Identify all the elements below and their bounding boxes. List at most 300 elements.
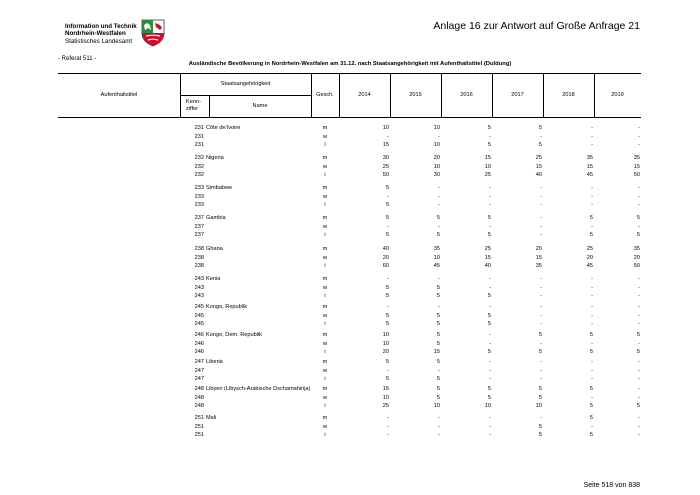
gender-cell: i bbox=[324, 321, 326, 328]
value-cell: 5 bbox=[589, 332, 593, 338]
kennziffer-cell: 232 bbox=[194, 163, 204, 170]
value-cell: 5 bbox=[436, 332, 440, 338]
value-cell: 5 bbox=[436, 232, 440, 239]
header-year: 2017 bbox=[511, 92, 524, 98]
value-cell: 5 bbox=[385, 232, 389, 239]
value-cell: - bbox=[638, 312, 640, 319]
value-cell: - bbox=[489, 284, 491, 291]
kennziffer-cell: 237 bbox=[194, 215, 204, 221]
value-cell: - bbox=[638, 223, 640, 230]
value-cell: 5 bbox=[385, 312, 389, 319]
value-cell: - bbox=[438, 202, 440, 209]
kennziffer-cell: 248 bbox=[194, 386, 204, 392]
value-cell: - bbox=[489, 376, 491, 383]
value-cell: - bbox=[489, 432, 491, 439]
value-cell: 10 bbox=[433, 163, 440, 170]
value-cell: - bbox=[540, 367, 542, 374]
value-cell: 5 bbox=[385, 215, 389, 221]
value-cell: 5 bbox=[436, 386, 440, 392]
org-region: Nordrhein-Westfalen bbox=[65, 30, 126, 38]
country-name-cell: Kongo, Republik bbox=[206, 304, 248, 310]
kennziffer-cell: 245 bbox=[194, 312, 204, 319]
country-name-cell: Kongo, Dem. Republik bbox=[206, 332, 262, 338]
value-cell: 5 bbox=[589, 232, 593, 239]
value-cell: - bbox=[489, 415, 491, 421]
value-cell: - bbox=[638, 284, 640, 291]
value-cell: 5 bbox=[538, 125, 542, 131]
header-kennziffer bbox=[186, 99, 201, 113]
gender-cell: i bbox=[324, 376, 326, 383]
value-cell: - bbox=[489, 304, 491, 310]
value-cell: 35 bbox=[633, 246, 640, 252]
value-cell: 45 bbox=[433, 263, 440, 270]
value-cell: - bbox=[591, 284, 593, 291]
value-cell: 5 bbox=[487, 386, 491, 392]
value-cell: 10 bbox=[433, 254, 440, 261]
value-cell: - bbox=[591, 340, 593, 347]
kennziffer-cell: 231 bbox=[194, 142, 204, 149]
value-cell: 5 bbox=[589, 349, 593, 356]
value-cell: 5 bbox=[385, 202, 389, 209]
value-cell: 5 bbox=[589, 215, 593, 221]
value-cell: 45 bbox=[586, 263, 593, 270]
value-cell: - bbox=[591, 293, 593, 300]
value-cell: - bbox=[489, 332, 491, 338]
header-year: 2014 bbox=[358, 92, 371, 98]
gender-cell: m bbox=[322, 185, 328, 191]
kennziffer-cell: 251 bbox=[194, 432, 204, 439]
value-cell: - bbox=[387, 304, 389, 310]
value-cell: 15 bbox=[535, 163, 542, 170]
value-cell: 5 bbox=[538, 332, 542, 338]
header-kennziffer-line2: ziffer bbox=[186, 106, 199, 112]
value-cell: - bbox=[387, 432, 389, 439]
value-cell: 40 bbox=[484, 263, 491, 270]
value-cell: - bbox=[438, 423, 440, 430]
value-cell: - bbox=[591, 423, 593, 430]
value-cell: - bbox=[387, 193, 389, 200]
value-cell: - bbox=[638, 359, 640, 365]
value-cell: - bbox=[638, 202, 640, 209]
country-name-cell: Mali bbox=[206, 415, 217, 421]
header-year: 2016 bbox=[460, 92, 473, 98]
gender-cell: m bbox=[322, 125, 328, 131]
value-cell: 50 bbox=[633, 263, 640, 270]
header-kennziffer-line1: Kenn- bbox=[186, 99, 201, 105]
value-cell: 35 bbox=[633, 155, 640, 161]
value-cell: - bbox=[638, 367, 640, 374]
value-cell: - bbox=[540, 293, 542, 300]
value-cell: - bbox=[591, 125, 593, 131]
value-cell: 5 bbox=[636, 215, 640, 221]
value-cell: - bbox=[591, 185, 593, 191]
gender-cell: m bbox=[322, 386, 328, 392]
value-cell: 25 bbox=[382, 163, 389, 170]
org-block bbox=[65, 23, 137, 45]
value-cell: 5 bbox=[385, 284, 389, 291]
gender-cell: w bbox=[322, 340, 328, 347]
value-cell: 5 bbox=[385, 376, 389, 383]
value-cell: - bbox=[438, 304, 440, 310]
value-cell: - bbox=[489, 276, 491, 282]
value-cell: - bbox=[540, 376, 542, 383]
value-cell: 5 bbox=[385, 185, 389, 191]
value-cell: - bbox=[540, 359, 542, 365]
value-cell: 5 bbox=[436, 215, 440, 221]
gender-cell: w bbox=[322, 163, 328, 170]
kennziffer-cell: 243 bbox=[194, 284, 204, 291]
kennziffer-cell: 248 bbox=[194, 403, 204, 410]
kennziffer-cell: 246 bbox=[194, 340, 204, 347]
kennziffer-cell: 237 bbox=[194, 223, 204, 230]
value-cell: 45 bbox=[586, 172, 593, 179]
gender-cell: i bbox=[324, 172, 326, 179]
value-cell: 50 bbox=[382, 172, 389, 179]
value-cell: 25 bbox=[586, 246, 593, 252]
value-cell: - bbox=[540, 415, 542, 421]
value-cell: 5 bbox=[636, 349, 640, 356]
value-cell: 5 bbox=[385, 359, 389, 365]
value-cell: 5 bbox=[436, 293, 440, 300]
value-cell: 5 bbox=[636, 332, 640, 338]
value-cell: - bbox=[540, 340, 542, 347]
gender-cell: i bbox=[324, 263, 326, 270]
value-cell: 20 bbox=[433, 155, 440, 161]
value-cell: 5 bbox=[636, 403, 640, 410]
value-cell: 20 bbox=[633, 254, 640, 261]
value-cell: 5 bbox=[538, 423, 542, 430]
value-cell: 40 bbox=[382, 246, 389, 252]
gender-cell: w bbox=[322, 284, 328, 291]
value-cell: - bbox=[438, 185, 440, 191]
value-cell: 20 bbox=[586, 254, 593, 261]
value-cell: - bbox=[591, 321, 593, 328]
value-cell: 15 bbox=[382, 386, 389, 392]
value-cell: 50 bbox=[633, 172, 640, 179]
value-cell: - bbox=[489, 133, 491, 140]
value-cell: - bbox=[638, 394, 640, 401]
value-cell: - bbox=[638, 133, 640, 140]
table-top-rule bbox=[58, 73, 641, 74]
kennziffer-cell: 237 bbox=[194, 232, 204, 239]
value-cell: - bbox=[591, 376, 593, 383]
value-cell: 30 bbox=[433, 172, 440, 179]
value-cell: 10 bbox=[484, 403, 491, 410]
value-cell: 10 bbox=[382, 394, 389, 401]
value-cell: 5 bbox=[436, 340, 440, 347]
value-cell: 5 bbox=[487, 312, 491, 319]
value-cell: - bbox=[591, 312, 593, 319]
gender-cell: m bbox=[322, 215, 328, 221]
gender-cell: i bbox=[324, 403, 326, 410]
kennziffer-cell: 238 bbox=[194, 254, 204, 261]
header-geschlecht: Gesch. bbox=[316, 92, 334, 98]
value-cell: 5 bbox=[436, 394, 440, 401]
kennziffer-cell: 233 bbox=[194, 193, 204, 200]
value-cell: 5 bbox=[436, 321, 440, 328]
kennziffer-cell: 245 bbox=[194, 321, 204, 328]
value-cell: - bbox=[540, 185, 542, 191]
value-cell: 40 bbox=[535, 172, 542, 179]
value-cell: 30 bbox=[382, 155, 389, 161]
value-cell: - bbox=[540, 304, 542, 310]
value-cell: - bbox=[638, 142, 640, 149]
value-cell: 5 bbox=[487, 142, 491, 149]
value-cell: - bbox=[591, 359, 593, 365]
value-cell: - bbox=[591, 394, 593, 401]
value-cell: 5 bbox=[538, 349, 542, 356]
value-cell: - bbox=[438, 367, 440, 374]
value-cell: - bbox=[438, 193, 440, 200]
value-cell: - bbox=[540, 193, 542, 200]
kennziffer-cell: 231 bbox=[194, 133, 204, 140]
country-name-cell: Simbabwe bbox=[206, 185, 233, 191]
gender-cell: w bbox=[322, 367, 328, 374]
kennziffer-cell: 247 bbox=[194, 359, 204, 365]
value-cell: - bbox=[540, 232, 542, 239]
value-cell: 5 bbox=[487, 232, 491, 239]
kennziffer-cell: 251 bbox=[194, 415, 204, 421]
value-cell: - bbox=[638, 276, 640, 282]
value-cell: - bbox=[638, 376, 640, 383]
table-title: Ausländische Bevölkerung in Nordrhein-Westfalen am 31.12. nach Staatsangehörigkeit mit Aufenthaltstitel (Duldung) bbox=[188, 61, 512, 67]
value-cell: 5 bbox=[589, 403, 593, 410]
value-cell: - bbox=[438, 432, 440, 439]
value-cell: 20 bbox=[382, 349, 389, 356]
gender-cell: i bbox=[324, 142, 326, 149]
value-cell: - bbox=[489, 193, 491, 200]
value-cell: 5 bbox=[589, 415, 593, 421]
kennziffer-cell: 248 bbox=[194, 394, 204, 401]
value-cell: 10 bbox=[433, 142, 440, 149]
staats-subheader-rule bbox=[180, 95, 311, 96]
value-cell: - bbox=[638, 293, 640, 300]
value-cell: - bbox=[638, 185, 640, 191]
gender-cell: m bbox=[322, 246, 328, 252]
gender-cell: i bbox=[324, 432, 326, 439]
value-cell: - bbox=[540, 321, 542, 328]
gender-cell: w bbox=[322, 223, 328, 230]
value-cell: - bbox=[638, 340, 640, 347]
kennziffer-cell: 247 bbox=[194, 367, 204, 374]
value-cell: - bbox=[387, 415, 389, 421]
value-cell: - bbox=[438, 415, 440, 421]
header-aufenthaltstitel: Aufenthaltstitel bbox=[100, 92, 138, 98]
value-cell: 5 bbox=[589, 432, 593, 439]
value-cell: - bbox=[489, 202, 491, 209]
value-cell: - bbox=[540, 133, 542, 140]
value-cell: 5 bbox=[385, 321, 389, 328]
value-cell: 5 bbox=[487, 125, 491, 131]
gender-cell: m bbox=[322, 276, 328, 282]
value-cell: - bbox=[387, 423, 389, 430]
kennziffer-cell: 247 bbox=[194, 376, 204, 383]
value-cell: 5 bbox=[436, 284, 440, 291]
gender-cell: i bbox=[324, 293, 326, 300]
value-cell: 10 bbox=[382, 340, 389, 347]
value-cell: - bbox=[638, 304, 640, 310]
value-cell: 5 bbox=[538, 386, 542, 392]
value-cell: 15 bbox=[535, 254, 542, 261]
value-cell: - bbox=[387, 367, 389, 374]
value-cell: - bbox=[540, 202, 542, 209]
gender-cell: m bbox=[322, 359, 328, 365]
value-cell: - bbox=[638, 423, 640, 430]
value-cell: 10 bbox=[433, 125, 440, 131]
kennziffer-cell: 245 bbox=[194, 304, 204, 310]
value-cell: 5 bbox=[385, 293, 389, 300]
gender-cell: m bbox=[322, 332, 328, 338]
value-cell: - bbox=[638, 415, 640, 421]
value-cell: 5 bbox=[538, 394, 542, 401]
kennziffer-cell: 231 bbox=[194, 125, 204, 131]
value-cell: 15 bbox=[633, 163, 640, 170]
value-cell: - bbox=[591, 142, 593, 149]
value-cell: 10 bbox=[382, 332, 389, 338]
value-cell: - bbox=[438, 223, 440, 230]
value-cell: 35 bbox=[586, 155, 593, 161]
value-cell: - bbox=[489, 423, 491, 430]
gender-cell: m bbox=[322, 155, 328, 161]
value-cell: - bbox=[591, 133, 593, 140]
kennziffer-cell: 238 bbox=[194, 246, 204, 252]
value-cell: 35 bbox=[535, 263, 542, 270]
value-cell: 10 bbox=[433, 403, 440, 410]
value-cell: - bbox=[591, 202, 593, 209]
gender-cell: i bbox=[324, 349, 326, 356]
org-name: Information und Technik bbox=[65, 23, 137, 30]
value-cell: 5 bbox=[436, 376, 440, 383]
value-cell: - bbox=[387, 276, 389, 282]
kennziffer-cell: 238 bbox=[194, 263, 204, 270]
country-name-cell: Kenia bbox=[206, 276, 221, 282]
country-name-cell: Côte de'Ivoire bbox=[206, 125, 241, 131]
value-cell: - bbox=[438, 133, 440, 140]
country-name-cell: Gambia bbox=[206, 215, 226, 221]
value-cell: 25 bbox=[535, 155, 542, 161]
kennziffer-cell: 233 bbox=[194, 202, 204, 209]
value-cell: - bbox=[591, 223, 593, 230]
value-cell: - bbox=[489, 359, 491, 365]
header-staatsangehoerigkeit: Staatsangehörigkeit bbox=[220, 81, 271, 87]
value-cell: 5 bbox=[436, 359, 440, 365]
value-cell: - bbox=[591, 193, 593, 200]
value-cell: 25 bbox=[382, 403, 389, 410]
value-cell: 5 bbox=[487, 349, 491, 356]
kennziffer-cell: 243 bbox=[194, 293, 204, 300]
gender-cell: w bbox=[322, 394, 328, 401]
value-cell: 60 bbox=[382, 263, 389, 270]
value-cell: 15 bbox=[484, 155, 491, 161]
gender-cell: m bbox=[322, 415, 328, 421]
value-cell: 5 bbox=[636, 232, 640, 239]
value-cell: - bbox=[489, 185, 491, 191]
value-cell: - bbox=[387, 223, 389, 230]
gender-cell: w bbox=[322, 133, 328, 140]
value-cell: 15 bbox=[433, 349, 440, 356]
value-cell: - bbox=[591, 276, 593, 282]
header-name: Name bbox=[252, 103, 268, 109]
value-cell: 5 bbox=[538, 142, 542, 149]
value-cell: 20 bbox=[382, 254, 389, 261]
kennziffer-cell: 251 bbox=[194, 423, 204, 430]
country-name-cell: Libyen (Libysch-Arabische Dschamahirija) bbox=[206, 386, 310, 392]
value-cell: - bbox=[489, 223, 491, 230]
gender-cell: w bbox=[322, 193, 328, 200]
value-cell: 5 bbox=[436, 312, 440, 319]
value-cell: 35 bbox=[433, 246, 440, 252]
value-cell: 5 bbox=[487, 394, 491, 401]
value-cell: - bbox=[540, 276, 542, 282]
value-cell: - bbox=[591, 367, 593, 374]
gender-cell: w bbox=[322, 312, 328, 319]
value-cell: 15 bbox=[484, 254, 491, 261]
value-cell: - bbox=[540, 223, 542, 230]
value-cell: 10 bbox=[382, 125, 389, 131]
value-cell: 15 bbox=[586, 163, 593, 170]
header-year: 2018 bbox=[562, 92, 575, 98]
org-office: Statistisches Landesamt bbox=[65, 37, 133, 45]
nrw-coat-of-arms-icon bbox=[140, 19, 166, 47]
value-cell: - bbox=[638, 193, 640, 200]
value-cell: 25 bbox=[484, 246, 491, 252]
value-cell: 25 bbox=[484, 172, 491, 179]
country-name-cell: Liberia bbox=[206, 359, 223, 365]
table-header-rule bbox=[58, 117, 641, 118]
value-cell: - bbox=[540, 215, 542, 221]
value-cell: - bbox=[638, 432, 640, 439]
value-cell: 15 bbox=[382, 142, 389, 149]
gender-cell: w bbox=[322, 423, 328, 430]
value-cell: 5 bbox=[487, 215, 491, 221]
value-cell: 10 bbox=[535, 403, 542, 410]
value-cell: - bbox=[489, 340, 491, 347]
value-cell: - bbox=[638, 125, 640, 131]
kennziffer-cell: 246 bbox=[194, 349, 204, 356]
document-annex-title: Anlage 16 zur Antwort auf Große Anfrage 21 bbox=[433, 20, 640, 32]
value-cell: - bbox=[438, 276, 440, 282]
value-cell: - bbox=[387, 133, 389, 140]
header-year: 2015 bbox=[409, 92, 422, 98]
value-cell: 10 bbox=[484, 163, 491, 170]
value-cell: 5 bbox=[589, 386, 593, 392]
country-name-cell: Nigeria bbox=[206, 155, 224, 161]
value-cell: - bbox=[540, 312, 542, 319]
page-number: Seite 518 von 838 bbox=[583, 482, 640, 489]
kennziffer-cell: 233 bbox=[194, 185, 204, 191]
value-cell: - bbox=[591, 304, 593, 310]
kennziffer-cell: 232 bbox=[194, 172, 204, 179]
kennziffer-cell: 243 bbox=[194, 276, 204, 282]
value-cell: - bbox=[638, 386, 640, 392]
value-cell: - bbox=[489, 367, 491, 374]
value-cell: - bbox=[540, 284, 542, 291]
kennziffer-cell: 232 bbox=[194, 155, 204, 161]
gender-cell: i bbox=[324, 232, 326, 239]
value-cell: 5 bbox=[538, 432, 542, 439]
gender-cell: w bbox=[322, 254, 328, 261]
country-name-cell: Ghana bbox=[206, 246, 223, 252]
gender-cell: m bbox=[322, 304, 328, 310]
gender-cell: i bbox=[324, 202, 326, 209]
value-cell: - bbox=[638, 321, 640, 328]
department-label: - Referat 511 - bbox=[58, 56, 97, 62]
value-cell: 5 bbox=[487, 321, 491, 328]
header-year: 2019 bbox=[611, 92, 624, 98]
value-cell: 20 bbox=[535, 246, 542, 252]
value-cell: 5 bbox=[487, 293, 491, 300]
kennziffer-cell: 246 bbox=[194, 332, 204, 338]
